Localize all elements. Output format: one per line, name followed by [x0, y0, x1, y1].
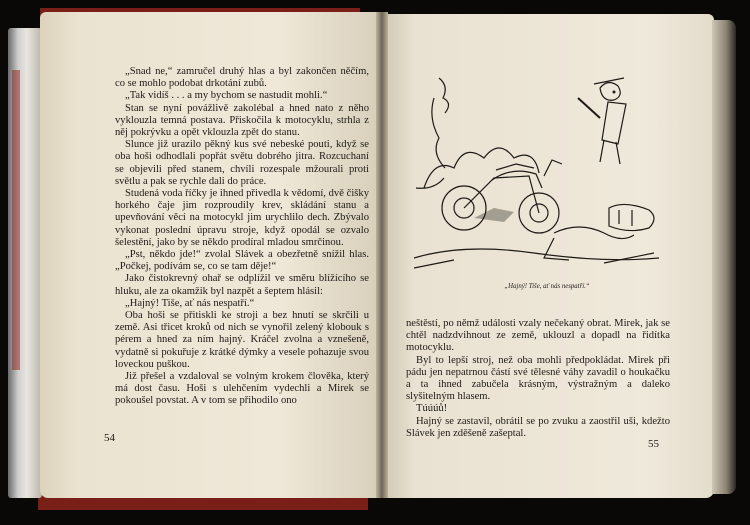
illustration-caption: „Hajný! Tiše, ať nás nespatří.“	[504, 283, 590, 290]
paragraph: Túúúů!	[416, 403, 448, 415]
page-block-edge	[712, 20, 736, 494]
right-page-text	[406, 318, 670, 440]
paragraph: „Tak vidíš . . . a my bychom se nastudit mohli.“	[125, 90, 328, 102]
paragraph: Jako čistokrevný ohař se odplížil ve směru blížícího se hluku, ale za okamžik byl nazpět a šeptem hlásil:	[115, 273, 369, 297]
paragraph: neštěstí, po němž události vzaly nečekaný obrat. Mirek, jak se chtěl nadzdvihnout ze země, uklouzl a dopadl na řidítka motocyklu.	[406, 318, 670, 354]
spine-stain	[12, 70, 20, 370]
illustration-gamekeeper-motorcycle-boys	[404, 58, 666, 280]
paragraph: Hajný se zastavil, obrátil se po zvuku a zaostřil uši, kdežto Slávek jen zděšeně zašeptal.	[406, 415, 670, 439]
page-number: 54	[104, 432, 115, 444]
paragraph: „Snad ne,“ zamručel druhý hlas a byl zakončen něčím, co se mohlo podobat drkotání zubů.	[115, 66, 369, 90]
paragraph: Slunce již urazilo pěkný kus své nebeské pouti, když se oba hoši odhodlali popřát světu dobrého jitra. Rozcuchaní se objevili před stanem, chvíli rozespale mžourali proti světlu a pak se rychle dali do práce.	[115, 139, 369, 187]
paragraph: Již přešel a vzdaloval se volným krokem člověka, který má dost času. Hoši s ulehčením vydechli a Mirek se pokoušel povstat. A v tom se přihodilo ono	[115, 371, 369, 407]
book-gutter	[376, 12, 388, 498]
paragraph: Byl to lepší stroj, než oba mohli předpokládat. Mirek při pádu jen nepatrnou částí své tělesné váhy zavadil o houkačku a ta ihned zabučela krásným, výstražným a daleko slyšitelným hlasem.	[406, 354, 670, 403]
paragraph: „Hajný! Tiše, ať nás nespatří.“	[125, 297, 255, 309]
paragraph: Studená voda říčky je ihned přivedla k vědomí, dvě čišky horkého čaje jim rozproudily krev, skládání stanu a upevňování věcí na motocykl jim urychlilo dech. Zbývalo vykonat poslední úpravu stroje, když opodál se ozvalo šelestění, jako by se někdo prodíral mladou smrčinou.	[115, 188, 369, 248]
paragraph: „Pst, někdo jde!“ zvolal Slávek a obezřetně snížil hlas. „Počkej, podívám se, co se tam děje!“	[115, 249, 369, 273]
left-page-text	[115, 66, 369, 408]
paragraph: Oba hoši se přitiskli ke stroji a bez hnutí se skrčili u země. Asi třicet kroků od nich se vynořil zelený klobouk s pérem a hned za ním hajný. Kráčel zvolna a vznešeně, vydatně si pokuřuje z krátké dýmky a vesele pohazuje svou loveckou puškou.	[115, 310, 369, 370]
book-cover-edge	[38, 496, 368, 510]
paragraph: Stan se nyní povážlivě zakolébal a hned nato z něho vyklouzla temná postava. Přiskočila k motocyklu, strhla z něj pokrývku a opět vklouzla zpět do stanu.	[115, 102, 369, 139]
page-number: 55	[648, 438, 659, 450]
